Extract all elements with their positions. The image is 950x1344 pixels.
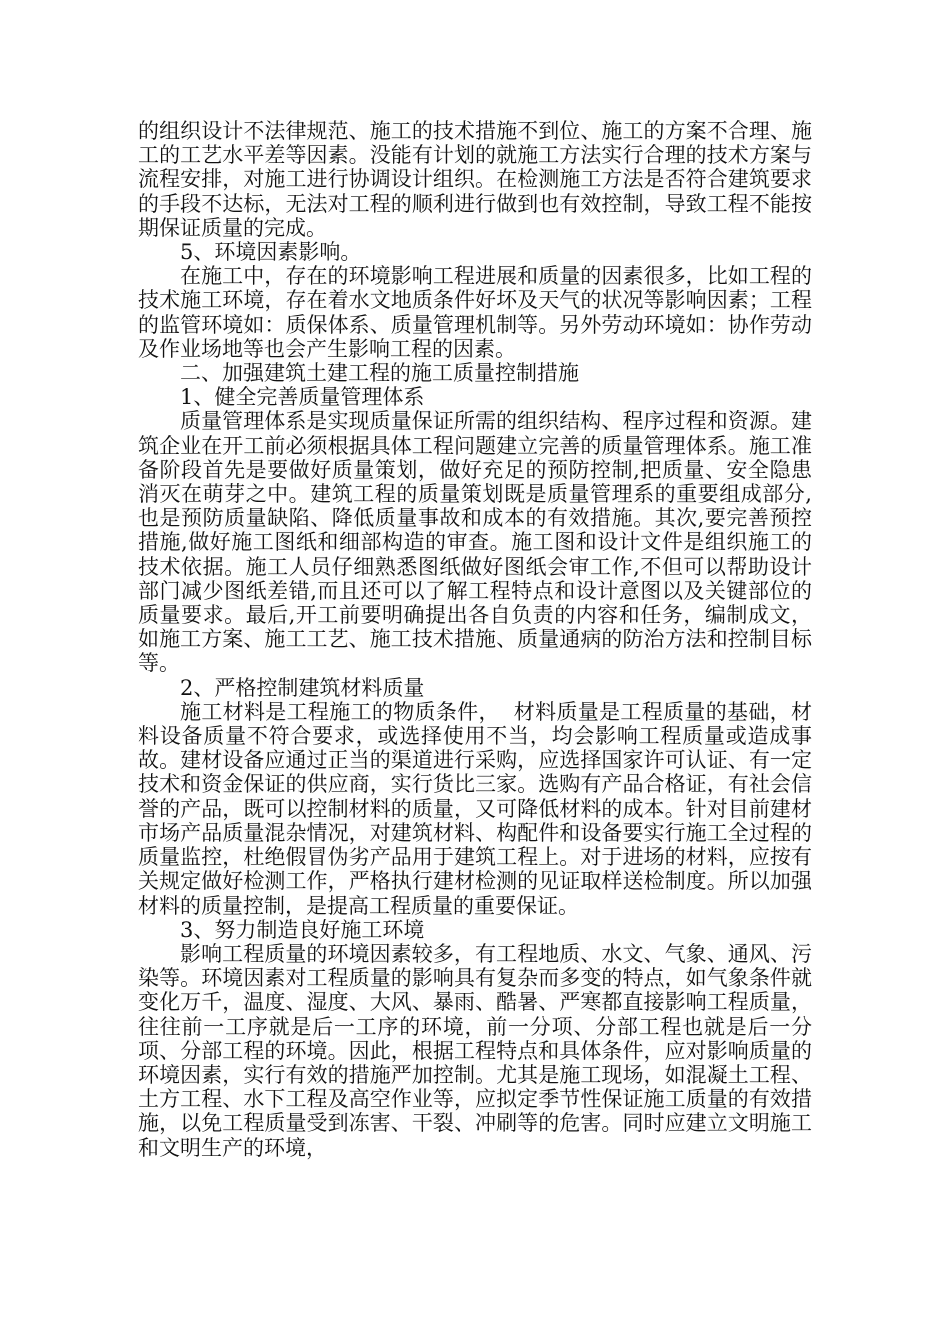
paragraph-environment-control: 影响工程质量的环境因素较多，有工程地质、水文、气象、通风、污染等。环境因素对工程质量的影响具有复杂而多变的特点，如气象条件就变化万千，温度、湿度、大风、暴雨、酷暑、严寒都直接影响工程质量，往往前一工序就是后一工序的环境，前一分项、分部工程也就是后一分项、分部工程的环境。因此，根据工程特点和具体条件，应对影响质量的环境因素，实行有效的措施严加控制。尤其是施工现场，如混凝土工程、土方工程、水下工程及高空作业等，应拟定季节性保证施工质量的有效措施，以免工程质量受到冻害、干裂、冲刷等的危害。同时应建立文明施工和文明生产的环境， xyxy=(138,941,812,1160)
section-heading-environment: 5、环境因素影响。 xyxy=(180,240,362,265)
section-heading-materials: 2、严格控制建筑材料质量 xyxy=(180,675,425,700)
document-body xyxy=(138,119,812,1160)
paragraph-quality-system: 质量管理体系是实现质量保证所需的组织结构、程序过程和资源。建筑企业在开工前必须根据具体工程问题建立完善的质量管理体系。施工准备阶段首先是要做好质量策划，做好充足的预防控制,把质量、安全隐患消灭在萌芽之中。建筑工程的质量策划既是质量管理系的重要组成部分,也是预防质量缺陷、降低质量事故和成本的有效措施。其次,要完善预控措施,做好施工图纸和细部构造的审查。施工图和设计文件是组织施工的技术依据。施工人员仔细熟悉图纸做好图纸会审工作,不但可以帮助设计部门减少图纸差错,而且还可以了解工程特点和设计意图以及关键部位的质量要求。最后,开工前要明确提出各自负责的内容和任务，编制成文，如施工方案、施工工艺、施工技术措施、质量通病的防治方法和控制目标等。 xyxy=(138,409,812,676)
chapter-heading-measures: 二、加强建筑土建工程的施工质量控制措施 xyxy=(180,361,579,386)
section-heading-environment-control: 3、努力制造良好施工环境 xyxy=(180,917,425,942)
paragraph-continued: 的组织设计不法律规范、施工的技术措施不到位、施工的方案不合理、施工的工艺水平差等因素。没能有计划的就施工方法实行合理的技术方案与流程安排，对施工进行协调设计组织。在检测施工方法是否符合建筑要求的手段不达标，无法对工程的顺利进行做到也有效控制，导致工程不能按期保证质量的完成。 xyxy=(138,119,812,240)
paragraph-materials: 施工材料是工程施工的物质条件， 材料质量是工程质量的基础，材料设备质量不符合要求，或选择使用不当，均会影响工程质量或造成事故。建材设备应通过正当的渠道进行采购，应选择国家许可认证、有一定技术和资金保证的供应商，实行货比三家。选购有产品合格证，有社会信誉的产品，既可以控制材料的质量，又可降低材料的成本。针对目前建材市场产品质量混杂情况，对建筑材料、构配件和设备要实行施工全过程的质量监控，杜绝假冒伪劣产品用于建筑工程上。对于进场的材料，应按有关规定做好检测工作，严格执行建材检测的见证取样送检制度。所以加强材料的质量控制，是提高工程质量的重要保证。 xyxy=(138,699,812,918)
paragraph-environment: 在施工中，存在的环境影响工程进展和质量的因素很多，比如工程的技术施工环境，存在着水文地质条件好坏及天气的状况等影响因素；工程的监管环境如：质保体系、质量管理机制等。另外劳动环境如：协作劳动及作业场地等也会产生影响工程的因素。 xyxy=(138,264,812,361)
section-heading-quality-system: 1、健全完善质量管理体系 xyxy=(180,385,425,410)
